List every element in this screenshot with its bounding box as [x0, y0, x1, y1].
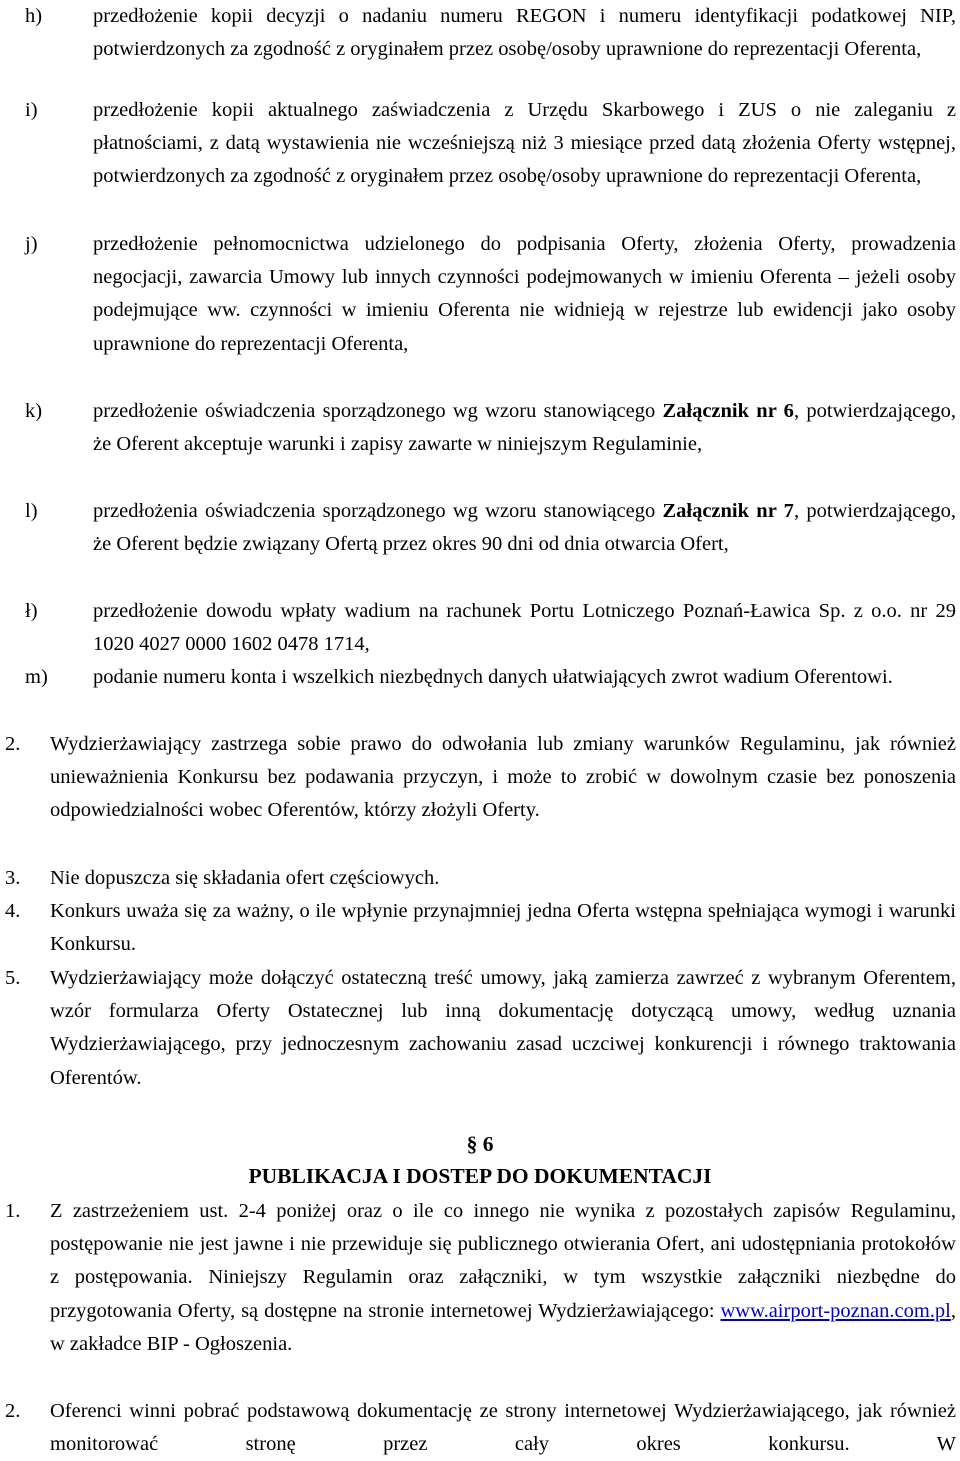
list-item-text: Nie dopuszcza się składania ofert częściowych.: [50, 867, 440, 889]
list-marker: 2.: [5, 1400, 21, 1422]
list-marker: ł): [25, 600, 38, 622]
attachment-reference: Załącznik nr 7: [662, 500, 794, 522]
list-marker: l): [25, 500, 38, 522]
list-item-text: przedłożenie pełnomocnictwa udzielonego do podpisania Oferty, złożenia Oferty, prowadzenia negocjacji, zawarcia Umowy lub innych czynności podejmowanych w imieniu Oferenta – jeżeli osoby podejmujące ww. czynności w imieniu Oferenta nie widnieją w rejestrze lub ewidencji jako osoby uprawnione do reprezentacji Oferenta,: [93, 233, 956, 355]
list-item-text: przedłożenie kopii decyzji o nadaniu numeru REGON i numeru identyfikacji podatkowej NIP, potwierdzonych za zgodność z oryginałem przez osobę/osoby uprawnione do reprezentacji Oferenta,: [93, 5, 956, 61]
list-item: [25, 661, 956, 694]
list-marker: m): [25, 666, 48, 688]
list-item-text: Konkurs uważa się za ważny, o ile wpłynie przynajmniej jedna Oferta wstępna spełniająca wymogi i warunki Konkursu.: [50, 900, 956, 956]
list-item-text-post: , potwierdzającego, że Oferent akceptuje warunki i zapisy zawarte w niniejszym Regulaminie,: [93, 400, 957, 456]
numbered-item: [5, 1195, 956, 1361]
list-item-text: Oferenci winni pobrać podstawową dokumentację ze strony internetowej Wydzierżawiającego, jak również monitorować stronę przez cały okres konkursu. W: [50, 1400, 956, 1456]
section-title: PUBLIKACJA I DOSTEP DO DOKUMENTACJI: [248, 1164, 712, 1188]
list-marker: 1.: [5, 1200, 21, 1222]
website-link[interactable]: www.airport-poznan.com.pl: [720, 1299, 951, 1322]
numbered-item: [5, 728, 956, 828]
list-marker: 4.: [5, 900, 21, 922]
list-item-text-post: , potwierdzającego, że Oferent będzie związany Ofertą przez okres 90 dni od dnia otwarcia Ofert,: [93, 500, 957, 556]
list-marker: 5.: [5, 967, 21, 989]
list-item-text: podanie numeru konta i wszelkich niezbędnych danych ułatwiających zwrot wadium Oferentowi.: [93, 666, 893, 688]
list-marker: 3.: [5, 867, 21, 889]
list-item-text-post: , w zakładce BIP - Ogłoszenia.: [50, 1299, 956, 1355]
list-item: [25, 0, 956, 66]
list-marker: h): [25, 5, 43, 27]
numbered-item: [5, 1395, 956, 1461]
list-marker: i): [25, 99, 38, 121]
list-marker: 2.: [5, 733, 21, 755]
list-item-text: Wydzierżawiający zastrzega sobie prawo do odwołania lub zmiany warunków Regulaminu, jak również unieważnienia Konkursu bez podawania przyczyn, i może to zrobić w dowolnym czasie bez ponoszenia odpowiedzialności wobec Oferentów, którzy złożyli Oferty.: [50, 733, 956, 822]
list-item: [25, 495, 957, 561]
list-item-text: przedłożenie kopii aktualnego zaświadczenia z Urzędu Skarbowego i ZUS o nie zaleganiu z płatnościami, z datą wystawienia nie wcześniejszą niż 3 miesiące przed datą złożenia Oferty wstępnej, potwierdzonych za zgodność z oryginałem przez osobę/osoby uprawnione do reprezentacji Oferenta,: [93, 99, 956, 188]
attachment-reference: Załącznik nr 6: [662, 400, 794, 422]
list-marker: j): [25, 233, 38, 255]
list-item: [25, 228, 956, 361]
list-item: [25, 395, 957, 461]
list-item-text-pre: przedłożenia oświadczenia sporządzonego wg wzoru stanowiącego: [93, 500, 663, 522]
list-item-text-pre: przedłożenie oświadczenia sporządzonego wg wzoru stanowiącego: [93, 400, 663, 422]
list-marker: k): [25, 400, 43, 422]
list-item: [25, 94, 956, 194]
numbered-item: [5, 895, 956, 961]
numbered-item: [5, 862, 956, 895]
section-number: § 6: [466, 1132, 494, 1156]
list-item-text: Wydzierżawiający może dołączyć ostateczną treść umowy, jaką zamierza zawrzeć z wybranym Oferentem, wzór formularza Oferty Ostatecznej lub inną dokumentację dotyczącą umowy, według uznania Wydzierżawiającego, przy jednoczesnym zachowaniu zasad uczciwej konkurencji i równego traktowania Oferentów.: [50, 967, 956, 1089]
list-item: [25, 595, 956, 661]
list-item-text-pre: Z zastrzeżeniem ust. 2-4 poniżej oraz o ile co innego nie wynika z pozostałych zapisów Regulaminu, postępowanie nie jest jawne i nie przewiduje się publicznego otwierania Ofert, ani udostępniania protokołów z postępowania. Niniejszy Regulamin oraz załączniki, w tym wszystkie załączniki niezbędne do przygotowania Oferty, są dostępne na stronie internetowej Wydzierżawiającego:: [50, 1200, 956, 1322]
list-item-text: przedłożenie dowodu wpłaty wadium na rachunek Portu Lotniczego Poznań-Ławica Sp. z o.o. nr 29 1020 4027 0000 1602 0478 1714,: [93, 600, 956, 656]
numbered-item: [5, 962, 956, 1095]
